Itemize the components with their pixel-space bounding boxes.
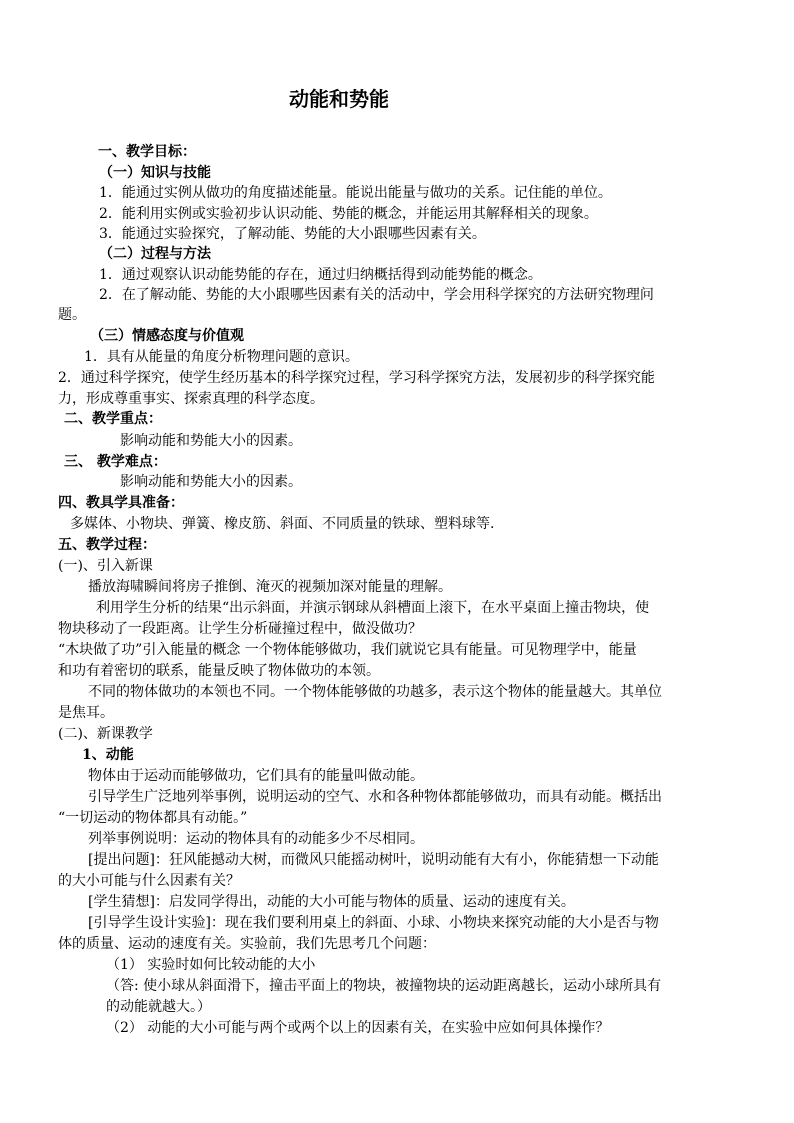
paragraph-line: “一切运动的物体都具有动能。” <box>58 810 248 826</box>
subsection-heading: （二）过程与方法 <box>99 246 211 262</box>
section-heading-process: 五、教学过程： <box>58 537 156 553</box>
paragraph-line: 2．通过科学探究，使学生经历基本的科学探究过程，学习科学探究方法，发展初步的科学探究能 <box>58 370 655 386</box>
paragraph-line: 体的质量、运动的速度有关。实验前，我们先思考几个问题： <box>58 936 436 952</box>
paragraph-line: 的大小可能与什么因素有关？ <box>58 873 240 889</box>
paragraph-line: [提出问题]：狂风能撼动大树，而微风只能摇动树叶，说明动能有大有小，你能猜想一下动能 <box>88 852 659 868</box>
paragraph-line: “木块做了功”引入能量的概念 一个物体能够做功，我们就说它具有能量。可见物理学中，能量 <box>58 642 637 658</box>
paragraph-line: 列举事例说明：运动的物体具有的动能多少不尽相同。 <box>88 831 424 847</box>
paragraph-line: 是焦耳。 <box>58 705 114 721</box>
paragraph-line: 物块移动了一段距离。让学生分析碰撞过程中，做没做功？ <box>58 621 422 637</box>
paragraph-line: 影响动能和势能大小的因素。 <box>120 474 302 490</box>
answer-line: 的动能就越大。） <box>106 999 211 1015</box>
paragraph-line: [引导学生设计实验]：现在我们要利用桌上的斜面、小球、小物块来探究动能的大小是否与物 <box>88 915 659 931</box>
section-heading-key-points: 二、教学重点： <box>64 411 162 427</box>
paragraph-line: 题。 <box>58 307 86 323</box>
subsection-heading: （三）情感态度与价值观 <box>90 328 244 344</box>
question-line: （2） 动能的大小可能与两个或两个以上的因素有关，在实验中应如何具体操作？ <box>106 1020 610 1036</box>
paragraph-line: 引导学生广泛地列举事例，说明运动的空气、水和各种物体都能够做功，而具有动能。概括出 <box>88 789 662 805</box>
paragraph-line: 力，形成尊重事实、探索真理的科学态度。 <box>58 391 324 407</box>
topic-heading-kinetic-energy: 1、动能 <box>82 747 134 763</box>
subsection-heading: （一）知识与技能 <box>99 165 211 181</box>
answer-line: （答: 使小球从斜面滑下，撞击平面上的物块，被撞物块的运动距离越长，运动小球所具有 <box>106 978 662 994</box>
document-title: 动能和势能 <box>289 87 389 111</box>
subsection-heading: (一)、引入新课 <box>58 558 153 574</box>
section-heading-materials: 四、教具学具准备： <box>58 495 184 511</box>
paragraph-line: 1．具有从能量的角度分析物理问题的意识。 <box>84 349 359 365</box>
paragraph-line: 1．通过观察认识动能势能的存在，通过归纳概括得到动能势能的概念。 <box>99 267 542 283</box>
paragraph-line: 多媒体、小物块、弹簧、橡皮筋、斜面、不同质量的铁球、塑料球等. <box>70 516 495 532</box>
paragraph-line: 和功有着密切的联系，能量反映了物体做功的本领。 <box>58 663 380 679</box>
paragraph-line: 3．能通过实验探究，了解动能、势能的大小跟哪些因素有关。 <box>99 226 486 242</box>
paragraph-line: 1．能通过实例从做功的角度描述能量。能说出能量与做功的关系。记住能的单位。 <box>99 185 612 201</box>
paragraph-line: 不同的物体做功的本领也不同。一个物体能够做的功越多，表示这个物体的能量越大。其单位 <box>88 684 662 700</box>
paragraph-line: [学生猜想]：启发同学得出，动能的大小可能与物体的质量、运动的速度有关。 <box>88 894 575 910</box>
paragraph-line: 2．在了解动能、势能的大小跟哪些因素有关的活动中，学会用科学探究的方法研究物理问 <box>99 287 654 303</box>
paragraph-line: 利用学生分析的结果“出示斜面，并演示钢球从斜槽面上滚下，在水平桌面上撞击物块，使 <box>96 600 650 616</box>
paragraph-line: 播放海啸瞬间将房子推倒、淹灭的视频加深对能量的理解。 <box>88 579 452 595</box>
question-line: （1） 实验时如何比较动能的大小 <box>106 957 316 973</box>
section-heading-objectives: 一、教学目标： <box>98 144 196 160</box>
paragraph-line: 物体由于运动而能够做功，它们具有的能量叫做动能。 <box>88 768 424 784</box>
paragraph-line: 2．能利用实例或实验初步认识动能、势能的概念，并能运用其解释相关的现象。 <box>99 206 598 222</box>
section-heading-difficulties: 三、 教学难点： <box>64 454 167 470</box>
paragraph-line: 影响动能和势能大小的因素。 <box>120 433 302 449</box>
subsection-heading: (二)、新课教学 <box>58 726 153 742</box>
